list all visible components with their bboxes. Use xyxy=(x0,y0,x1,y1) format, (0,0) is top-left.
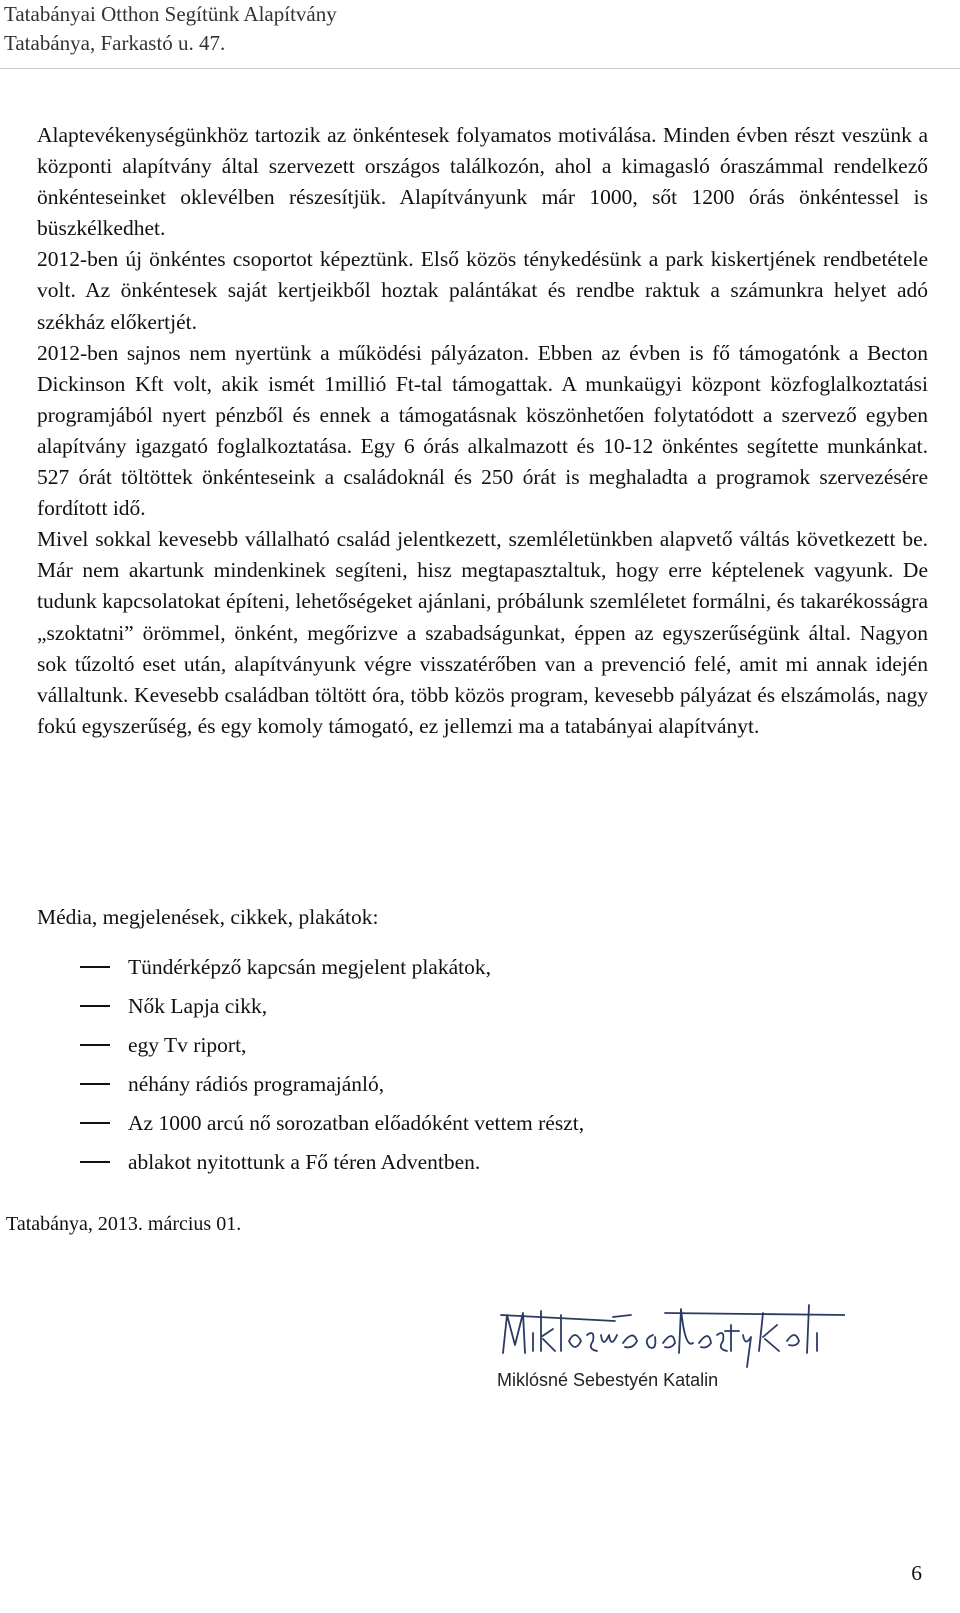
media-heading: Média, megjelenések, cikkek, plakátok: xyxy=(37,905,379,929)
list-item: Tündérképző kapcsán megjelent plakátok, xyxy=(80,953,584,992)
letterhead xyxy=(4,0,337,58)
paragraph-funding: 2012-ben sajnos nem nyertünk a működési pályázaton. Ebben az évben is fő támogatónk a Becton Dickinson Kft volt, akik ismét 1millió Ft-tal támogattak. A munkaügyi központ közfoglalkoztatási programjából nyert pénzből és ennek a támogatásnak köszönhetően folytatódott a szervező egyben alapítvány igazgató foglalkoztatása. Egy 6 órás alkalmazott és 10-12 önkéntes segítette munkánkat. 527 órát töltöttek önkénteseink a családoknál és 250 órát is meghaladta a programok szervezésére fordított idő. xyxy=(37,340,928,521)
dash-bullet-icon xyxy=(80,966,110,968)
dash-bullet-icon xyxy=(80,1161,110,1163)
dash-bullet-icon xyxy=(80,1005,110,1007)
paragraph-new-volunteer-group: 2012-ben új önkéntes csoportot képeztünk. Első közös ténykedésünk a park kiskertjének rendbetétele volt. Az önkéntesek saját kertjeikből hoztak palántákat és rendbe raktuk a számunkra helyet adó székház előkertjét. xyxy=(37,247,928,334)
report-body xyxy=(37,120,928,742)
organization-address: Tatabánya, Farkastó u. 47. xyxy=(4,31,226,55)
paragraph-volunteer-motivation: Alaptevékenységünkhöz tartozik az önkéntesek folyamatos motiválása. Minden évben részt veszünk a központi alapítvány által szervezett országos találkozón, ahol a kimagasló óraszámmal rendelkező önkénteseinket oklevélben részesítjük. Alapítványunk már 1000, sőt 1200 órás önkéntessel is büszkélkedhet. xyxy=(37,123,928,241)
list-item: egy Tv riport, xyxy=(80,1031,584,1070)
page-number: 6 xyxy=(911,1561,922,1585)
handwritten-signature xyxy=(495,1295,845,1375)
list-item: ablakot nyitottunk a Fő téren Adventben. xyxy=(80,1148,584,1187)
list-item: Nők Lapja cikk, xyxy=(80,992,584,1031)
organization-name: Tatabányai Otthon Segítünk Alapítvány xyxy=(4,2,337,26)
place-and-date: Tatabánya, 2013. március 01. xyxy=(6,1213,242,1235)
media-list xyxy=(80,953,584,1187)
header-divider xyxy=(0,68,960,69)
paragraph-approach-change: Mivel sokkal kevesebb vállalható család jelentkezett, szemléletünkben alapvető váltás következett be. Már nem akartunk mindenkinek segíteni, hisz megtapasztaltuk, hogy erre képtelenek vagyunk. De tudunk kapcsolatokat építeni, lehetőségeket ajánlani, próbálunk szemléletet formálni, és takarékosságra „szoktatni” örömmel, önként, megőrizve a szabadságunkat, éppen az egyszerűségünk által. Nagyon sok tűzoltó eset után, alapítványunk végre visszatérőben van a prevenció felé, amit mi annak idején vállaltunk. Kevesebb családban töltött óra, több közös program, kevesebb pályázat és elszámolás, nagy fokú egyszerűség, és egy komoly támogató, ez jellemzi ma a tatabányai alapítványt. xyxy=(37,527,928,738)
list-item: Az 1000 arcú nő sorozatban előadóként vettem részt, xyxy=(80,1109,584,1148)
list-item: néhány rádiós programajánló, xyxy=(80,1070,584,1109)
dash-bullet-icon xyxy=(80,1044,110,1046)
dash-bullet-icon xyxy=(80,1122,110,1124)
signer-name: Miklósné Sebestyén Katalin xyxy=(497,1370,719,1390)
dash-bullet-icon xyxy=(80,1083,110,1085)
